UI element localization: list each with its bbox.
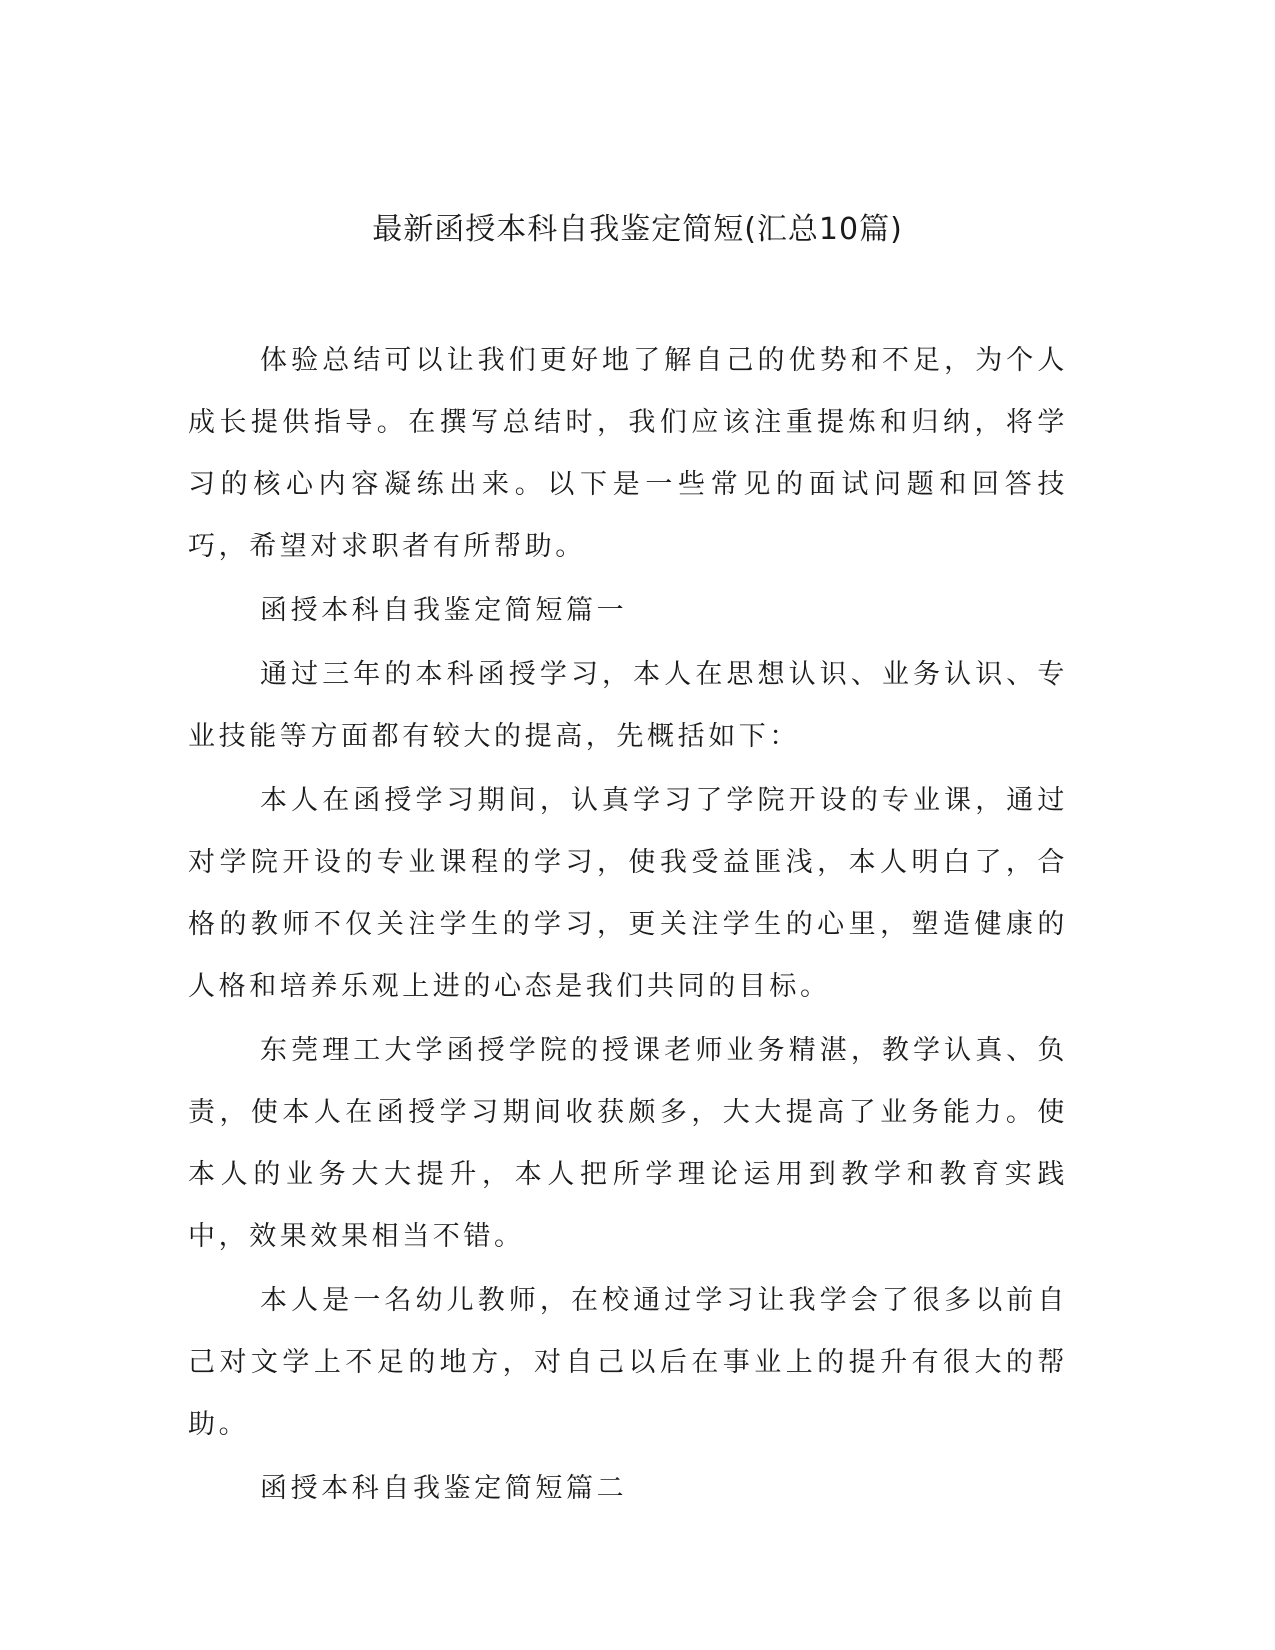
- page-title: 最新函授本科自我鉴定简短(汇总10篇): [372, 212, 903, 247]
- body-paragraph: 通过三年的本科函授学习，本人在思想认识、业务认识、专业技能等方面都有较大的提高，先概括如下：: [188, 659, 1068, 752]
- intro-paragraph: 体验总结可以让我们更好地了解自己的优势和不足，为个人成长提供指导。在撰写总结时，我们应该注重提炼和归纳，将学习的核心内容凝练出来。以下是一些常见的面试问题和回答技巧，希望对求职者有所帮助。: [188, 345, 1068, 562]
- body-paragraph: 本人在函授学习期间，认真学习了学院开设的专业课，通过对学院开设的专业课程的学习，使我受益匪浅，本人明白了，合格的教师不仅关注学生的学习，更关注学生的心里，塑造健康的人格和培养乐观上进的心态是我们共同的目标。: [188, 785, 1068, 1002]
- document-body: [188, 330, 1068, 1522]
- section-heading-2: 函授本科自我鉴定简短篇二: [260, 1473, 628, 1504]
- section-heading-1: 函授本科自我鉴定简短篇一: [260, 595, 628, 626]
- body-paragraph: 本人是一名幼儿教师，在校通过学习让我学会了很多以前自己对文学上不足的地方，对自己以后在事业上的提升有很大的帮助。: [188, 1285, 1068, 1440]
- body-paragraph: 东莞理工大学函授学院的授课老师业务精湛，教学认真、负责，使本人在函授学习期间收获颇多，大大提高了业务能力。使本人的业务大大提升，本人把所学理论运用到教学和教育实践中，效果效果相当不错。: [188, 1035, 1068, 1252]
